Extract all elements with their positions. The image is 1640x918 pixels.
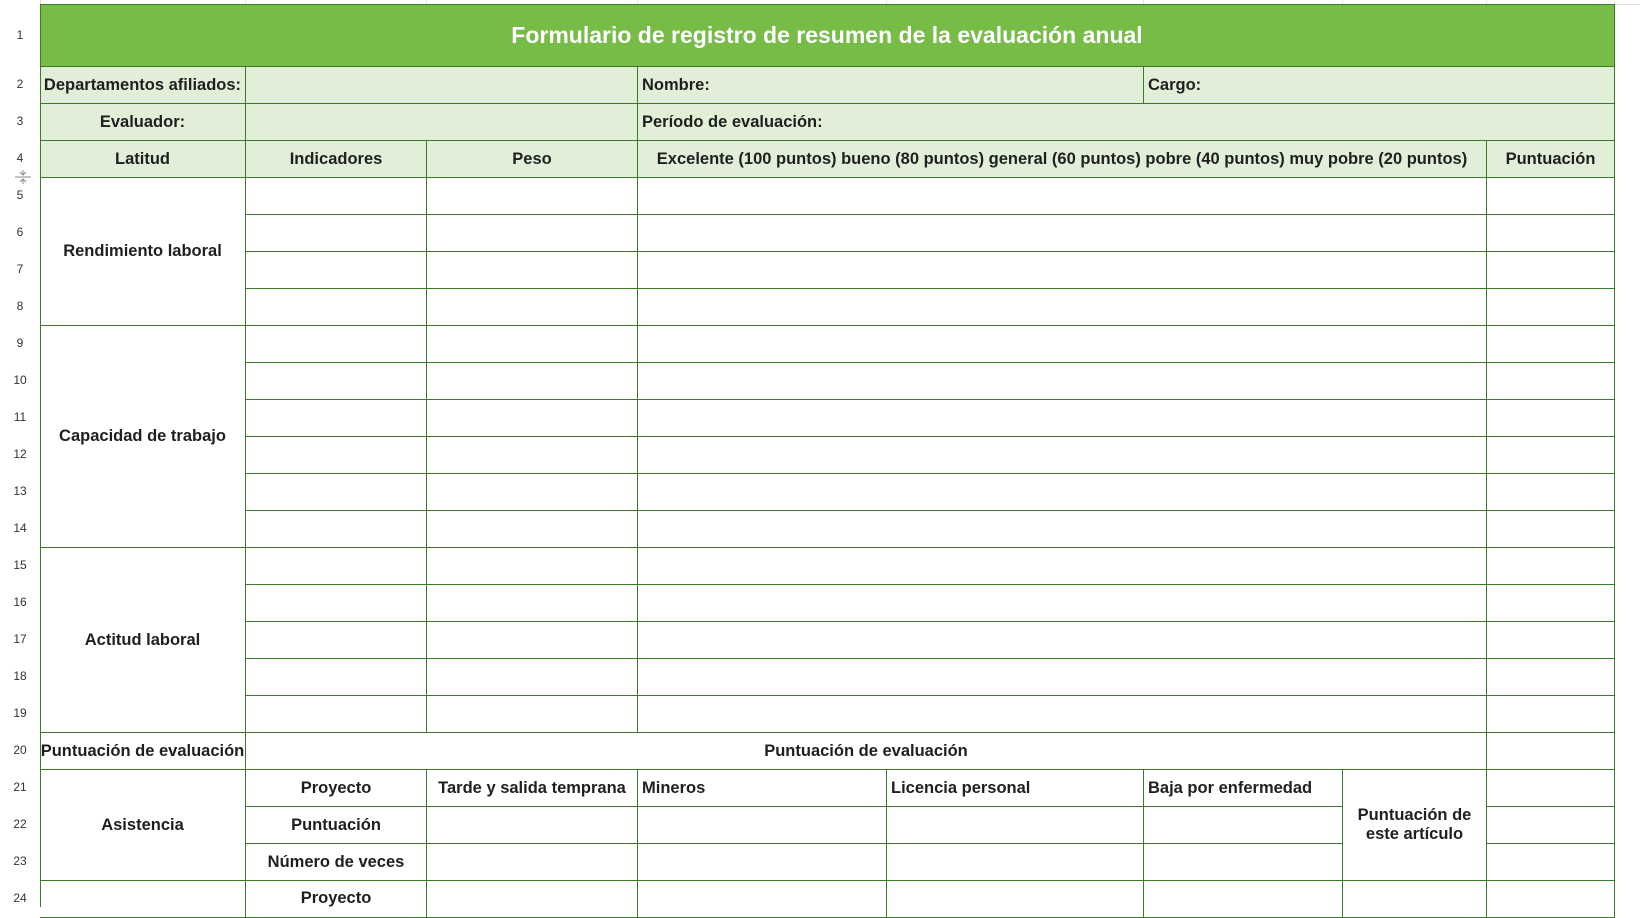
row-number[interactable]: 24 (13, 891, 27, 905)
grid-cell[interactable] (1487, 437, 1615, 474)
grid-cell[interactable] (246, 511, 427, 548)
item-score-label[interactable]: Puntuación de este artículo (1343, 770, 1487, 881)
grid-cell[interactable] (246, 474, 427, 511)
grid-cell[interactable] (427, 326, 638, 363)
row-number[interactable]: 17 (13, 632, 27, 646)
grid-cell[interactable] (1487, 585, 1615, 622)
miners[interactable]: Mineros (638, 770, 887, 807)
grid-cell[interactable] (427, 474, 638, 511)
grid-cell[interactable] (638, 548, 1487, 585)
grid-cell[interactable] (1487, 400, 1615, 437)
grid-cell[interactable] (246, 622, 427, 659)
grid-cell[interactable] (1144, 807, 1343, 844)
grid-cell[interactable] (1487, 326, 1615, 363)
grid-cell[interactable] (887, 881, 1144, 918)
section-performance[interactable]: Rendimiento laboral (40, 178, 246, 326)
grid-cell[interactable] (427, 437, 638, 474)
row-number[interactable]: 22 (13, 817, 27, 831)
grid-cell[interactable] (246, 548, 427, 585)
period-label[interactable]: Período de evaluación: (638, 104, 1615, 141)
gridline (1614, 4, 1640, 5)
attendance-label[interactable]: Asistencia (40, 770, 246, 881)
header-scale[interactable]: Excelente (100 puntos) bueno (80 puntos) general (60 puntos) pobre (40 puntos) muy pobre (20 puntos) (638, 141, 1487, 178)
grid-cell[interactable] (638, 252, 1487, 289)
header-indicators[interactable]: Indicadores (246, 141, 427, 178)
grid-cell[interactable] (1487, 474, 1615, 511)
grid-cell[interactable] (887, 807, 1144, 844)
grid-cell[interactable] (246, 437, 427, 474)
grid-cell[interactable] (427, 289, 638, 326)
row-number[interactable]: 23 (13, 854, 27, 868)
grid-cell[interactable] (1343, 881, 1487, 918)
grid-cell[interactable] (638, 474, 1487, 511)
grid-cell[interactable] (638, 363, 1487, 400)
row-number[interactable]: 12 (13, 447, 27, 461)
next-project-label[interactable]: Proyecto (246, 881, 427, 918)
grid-cell[interactable] (638, 289, 1487, 326)
header-score[interactable]: Puntuación (1487, 141, 1615, 178)
grid-cell[interactable] (40, 881, 246, 918)
grid-cell[interactable] (1144, 844, 1343, 881)
grid-cell[interactable] (246, 696, 427, 733)
evaluation-score-label[interactable]: Puntuación de evaluación (40, 733, 246, 770)
grid-cell[interactable] (427, 215, 638, 252)
grid-cell[interactable] (1487, 696, 1615, 733)
sick-leave[interactable]: Baja por enfermedad (1144, 770, 1343, 807)
grid-cell[interactable] (638, 807, 887, 844)
grid-cell[interactable] (638, 659, 1487, 696)
grid-cell[interactable] (246, 659, 427, 696)
grid-cell[interactable] (1487, 215, 1615, 252)
row-number[interactable]: 20 (13, 743, 27, 757)
departments-label[interactable]: Departamentos afiliados: (40, 67, 246, 104)
grid-cell[interactable] (638, 215, 1487, 252)
grid-cell[interactable] (1487, 807, 1615, 844)
grid-cell[interactable] (887, 844, 1144, 881)
grid-cell[interactable] (638, 844, 887, 881)
row-number[interactable]: 14 (13, 521, 27, 535)
grid-cell[interactable] (427, 178, 638, 215)
row-header (0, 0, 41, 907)
section-attitude[interactable]: Actitud laboral (40, 548, 246, 733)
grid-cell[interactable] (246, 363, 427, 400)
grid-cell[interactable] (1487, 622, 1615, 659)
attendance-project-label[interactable]: Proyecto (246, 770, 427, 807)
attendance-score-label[interactable]: Puntuación (246, 807, 427, 844)
row-number[interactable]: 13 (13, 484, 27, 498)
grid-cell[interactable] (1487, 511, 1615, 548)
grid-cell[interactable] (246, 178, 427, 215)
grid-cell[interactable] (1487, 363, 1615, 400)
grid-cell[interactable] (427, 659, 638, 696)
section-capacity[interactable]: Capacidad de trabajo (40, 326, 246, 548)
grid-cell[interactable] (427, 585, 638, 622)
freeze-rows-icon[interactable] (14, 169, 32, 185)
grid-cell[interactable] (246, 400, 427, 437)
grid-cell[interactable] (1487, 881, 1615, 918)
grid-cell[interactable] (427, 881, 638, 918)
row-number[interactable]: 9 (16, 336, 24, 350)
grid-cell[interactable] (638, 437, 1487, 474)
row-number[interactable]: 3 (16, 114, 24, 128)
grid-cell[interactable] (638, 622, 1487, 659)
grid-cell[interactable] (1487, 770, 1615, 807)
personal-leave[interactable]: Licencia personal (887, 770, 1144, 807)
name-label[interactable]: Nombre: (638, 67, 1144, 104)
grid-cell[interactable] (638, 511, 1487, 548)
grid-cell[interactable] (427, 252, 638, 289)
row-number[interactable]: 19 (13, 706, 27, 720)
grid-cell[interactable] (427, 548, 638, 585)
grid-cell[interactable] (246, 326, 427, 363)
grid-cell[interactable] (638, 178, 1487, 215)
grid-cell[interactable] (427, 844, 638, 881)
grid-cell[interactable] (246, 585, 427, 622)
grid-cell[interactable] (427, 511, 638, 548)
row-number[interactable]: 6 (16, 225, 24, 239)
grid-cell[interactable] (638, 696, 1487, 733)
grid-cell[interactable] (1487, 548, 1615, 585)
row-number[interactable]: 18 (13, 669, 27, 683)
late-early-leave[interactable]: Tarde y salida temprana (427, 770, 638, 807)
evaluation-score-merged[interactable]: Puntuación de evaluación (246, 733, 1487, 770)
position-label[interactable]: Cargo: (1144, 67, 1615, 104)
row-number[interactable]: 15 (13, 558, 27, 572)
grid-cell[interactable] (638, 881, 887, 918)
grid-cell[interactable] (1487, 659, 1615, 696)
row-number[interactable]: 5 (16, 188, 24, 202)
row-number[interactable]: 10 (13, 373, 27, 387)
grid-cell[interactable] (1487, 178, 1615, 215)
grid-cell[interactable] (1487, 289, 1615, 326)
grid-cell[interactable] (427, 363, 638, 400)
row-number[interactable]: 2 (16, 77, 24, 91)
grid-cell[interactable] (246, 289, 427, 326)
grid-cell[interactable] (638, 400, 1487, 437)
grid-cell[interactable] (246, 252, 427, 289)
row-number[interactable]: 4 (16, 151, 24, 165)
attendance-times-label[interactable]: Número de veces (246, 844, 427, 881)
grid-cell[interactable] (427, 622, 638, 659)
departments-value-cell[interactable] (246, 67, 638, 104)
row-number[interactable]: 16 (13, 595, 27, 609)
header-latitude[interactable]: Latitud (40, 141, 246, 178)
row-number[interactable]: 8 (16, 299, 24, 313)
evaluator-label[interactable]: Evaluador: (40, 104, 246, 141)
grid-cell[interactable] (246, 215, 427, 252)
grid-cell[interactable] (638, 585, 1487, 622)
grid-cell[interactable] (427, 400, 638, 437)
row-number[interactable]: 21 (13, 780, 27, 794)
grid-cell[interactable] (427, 807, 638, 844)
grid-cell[interactable] (1144, 881, 1343, 918)
evaluator-value-cell[interactable] (246, 104, 638, 141)
grid-cell[interactable] (1487, 844, 1615, 881)
evaluation-score-value[interactable] (1487, 733, 1615, 770)
grid-cell[interactable] (638, 326, 1487, 363)
grid-cell[interactable] (1487, 252, 1615, 289)
row-number[interactable]: 1 (16, 28, 24, 42)
grid-cell[interactable] (427, 696, 638, 733)
header-weight[interactable]: Peso (427, 141, 638, 178)
row-number[interactable]: 7 (16, 262, 24, 276)
form-title[interactable]: Formulario de registro de resumen de la evaluación anual (40, 4, 1615, 67)
row-number[interactable]: 11 (13, 410, 27, 424)
